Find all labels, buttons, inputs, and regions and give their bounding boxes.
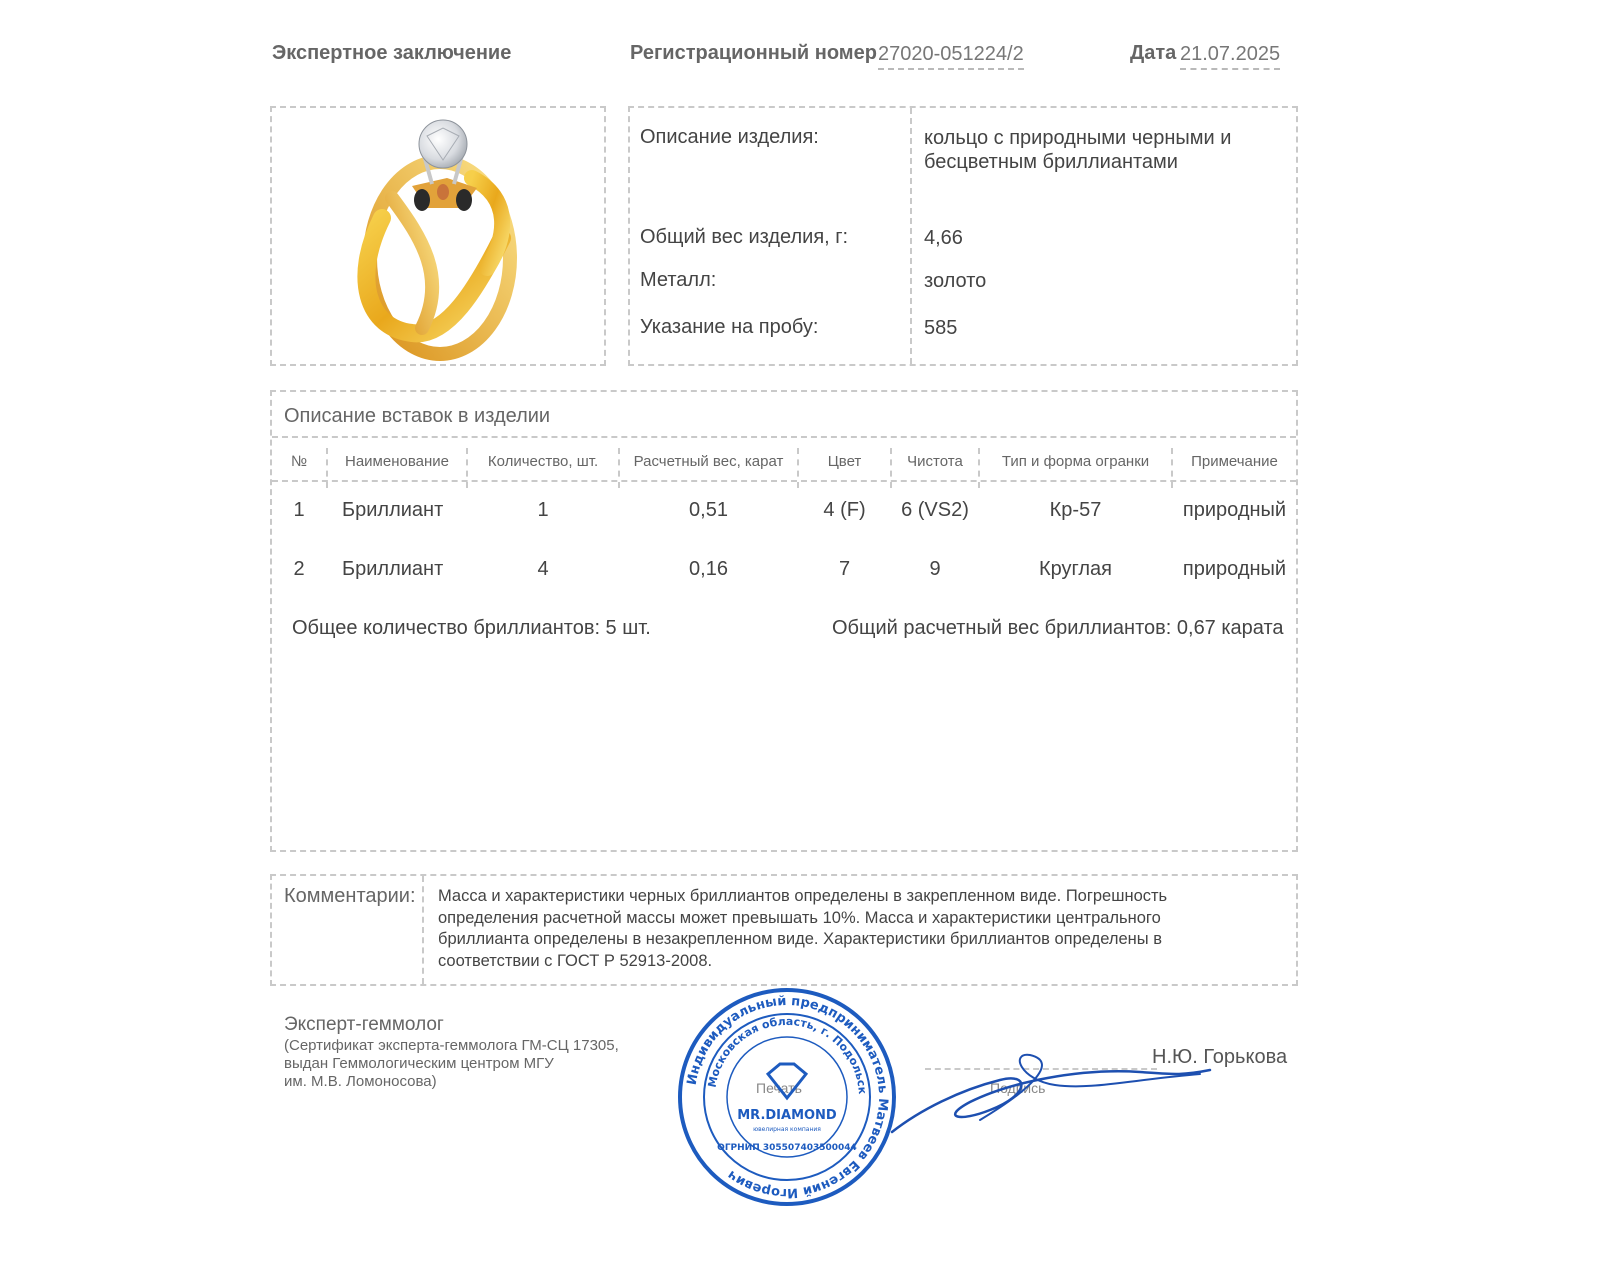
row2-quantity: 4 xyxy=(537,558,549,580)
col-header-note: Примечание xyxy=(1191,453,1278,470)
stamp-outer-text: Индивидуальный предприниматель Матвеев Евгений Игоревич xyxy=(684,993,891,1201)
stamp-ogrnip: ОГРНИП 305507403500044 xyxy=(717,1143,857,1153)
comments-text xyxy=(438,886,1288,972)
stamp-brand: MR.DIAMOND xyxy=(737,1108,837,1123)
comments-line: определения расчетной массы может превышать 10%. Масса и характеристики центрального xyxy=(438,908,1161,927)
description-value: кольцо с природными черными и бесцветным бриллиантами xyxy=(924,127,1232,173)
expert-cert-line: (Сертификат эксперта-геммолога ГМ-СЦ 17305, xyxy=(284,1037,619,1054)
expert-name: Н.Ю. Горькова xyxy=(1152,1046,1288,1068)
row2-cut: Круглая xyxy=(1038,558,1113,580)
total-weight: Общий расчетный вес бриллиантов: 0,67 карата xyxy=(832,617,1284,639)
row1-number: 1 xyxy=(293,499,305,521)
registration-label: Регистрационный номер xyxy=(630,42,877,64)
row1-clarity: 6 (VS2) xyxy=(901,499,969,521)
item-column-divider xyxy=(910,108,912,364)
inserts-header-bottom-line xyxy=(272,480,1296,482)
total-count: Общее количество бриллиантов: 5 шт. xyxy=(292,617,651,639)
row1-weight: 0,51 xyxy=(689,499,728,521)
ring-image xyxy=(272,108,604,364)
comments-line: соответствии с ГОСТ Р 52913-2008. xyxy=(438,951,713,970)
weight-label: Общий вес изделия, г: xyxy=(640,226,849,248)
date-label: Дата xyxy=(1130,42,1177,64)
col-header-color: Цвет xyxy=(827,453,862,470)
col-header-name: Наименование xyxy=(345,453,449,470)
row2-weight: 0,16 xyxy=(689,558,728,580)
hallmark-value: 585 xyxy=(924,317,958,339)
row1-quantity: 1 xyxy=(537,499,549,521)
expert-certificate xyxy=(284,1037,619,1091)
inserts-title: Описание вставок в изделии xyxy=(284,405,551,427)
row1-name: Бриллиант xyxy=(342,499,444,521)
col-header-cut: Тип и форма огранки xyxy=(1001,453,1150,470)
signature-scribble xyxy=(880,1040,1220,1140)
diamond-logo-icon xyxy=(768,1064,806,1098)
row2-name: Бриллиант xyxy=(342,558,444,580)
stamp-tagline: ювелирная компания xyxy=(753,1126,821,1133)
stamp-label: Печать xyxy=(756,1080,802,1096)
inserts-header-top-line xyxy=(272,436,1296,438)
weight-value: 4,66 xyxy=(924,227,963,249)
date-value: 21.07.2025 xyxy=(1180,43,1280,70)
col-header-clarity: Чистота xyxy=(907,453,963,470)
row1-color: 4 (F) xyxy=(823,499,866,521)
row2-note: природный xyxy=(1182,558,1287,580)
metal-label: Металл: xyxy=(640,269,717,291)
document-title: Экспертное заключение xyxy=(272,42,512,64)
expert-cert-line: выдан Геммологическим центром МГУ xyxy=(284,1055,554,1072)
stamp-inner-text: Московская область, г. Подольск xyxy=(705,1014,870,1095)
col-header-number: № xyxy=(290,453,308,470)
signature-label: Подпись xyxy=(990,1080,1046,1096)
metal-value: золото xyxy=(924,270,987,292)
row2-clarity: 9 xyxy=(929,558,941,580)
comments-label: Комментарии: xyxy=(284,885,416,907)
comments-line: бриллианта определены в незакрепленном виде. Характеристики бриллиантов определены в xyxy=(438,930,1162,948)
row2-number: 2 xyxy=(293,558,305,580)
expert-cert-line: им. М.В. Ломоносова) xyxy=(284,1073,437,1090)
row1-cut: Кр-57 xyxy=(1049,499,1102,521)
description-label: Описание изделия: xyxy=(640,126,819,148)
col-header-quantity: Количество, шт. xyxy=(487,453,599,470)
row2-color: 7 xyxy=(838,558,851,580)
expert-title: Эксперт-геммолог xyxy=(284,1014,444,1035)
comments-line: Масса и характеристики черных бриллиантов определены в закрепленном виде. Погрешность xyxy=(438,887,1168,905)
company-stamp xyxy=(676,986,898,1208)
col-header-weight: Расчетный вес, карат xyxy=(633,453,784,470)
item-photo-frame xyxy=(270,106,606,366)
hallmark-label: Указание на пробу: xyxy=(640,316,819,338)
row1-note: природный xyxy=(1182,499,1287,521)
registration-number: 27020-051224/2 xyxy=(878,43,1024,70)
comments-divider xyxy=(422,876,424,984)
